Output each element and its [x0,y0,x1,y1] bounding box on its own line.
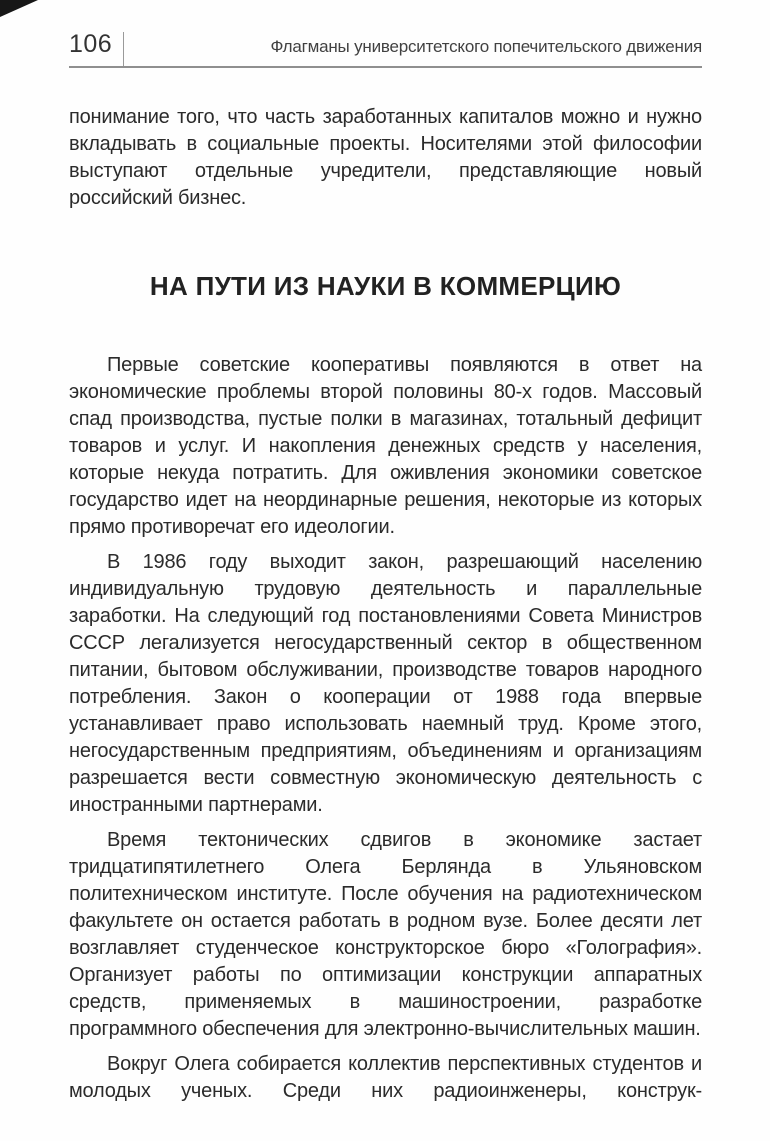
paragraph-4-cut: Вокруг Олега собирается коллектив перспективных студентов и молодых ученых. Среди них радиоинженеры, конструк- [69,1053,702,1102]
paragraph-1: Первые советские кооперативы появляются в ответ на экономические проблемы второй половины 80-х годов. Массовый спад производства, пустые полки в магазинах, тотальный дефицит товаров и услуг. И накопления денежных средств у населения, которые некуда потратить. Для оживления экономики советское государство идет на неординарные решения, некоторые из которых прямо противоречат его идеологии. [69,354,702,538]
header-divider [123,32,124,66]
paragraph-3: Время тектонических сдвигов в экономике застает тридцатипятилетнего Олега Берлянда в Ульяновском политехническом институте. После обучения на радиотехническом факультете он остается работать в родном вузе. Более десяти лет возглавляет студенческое конструкторское бюро «Голография». Организует работы по оптимизации конструкции аппаратных средств, применяемых в машиностроении, разработке программного обеспечения для электронно-вычислительных машин. [69,829,702,1040]
page-header [69,32,702,68]
paragraph-intro-continued: понимание того, что часть заработанных капиталов можно и нужно вкладывать в социальные проекты. Носителями этой философии выступают отдельные учредители, представляющие новый российский бизнес. [69,106,702,209]
page-body [69,104,702,1113]
page-number: 106 [69,30,113,58]
paragraph-2: В 1986 году выходит закон, разрешающий населению индивидуальную трудовую деятельность и параллельные заработки. На следующий год постановлениями Совета Министров СССР легализуется негосударственный сектор в общественном питании, бытовом обслуживании, производстве товаров народного потребления. Закон о кооперации от 1988 года впервые устанавливает право использовать наемный труд. Кроме этого, негосударственным предприятиям, объединениям и организациям разрешается вести совместную экономическую деятельность с иностранными партнерами. [69,551,702,816]
scan-corner-mark [0,0,38,17]
section-heading: НА ПУТИ ИЗ НАУКИ В КОММЕРЦИЮ [149,271,622,301]
running-head-title: Флагманы университетского попечительского движения [270,37,702,57]
